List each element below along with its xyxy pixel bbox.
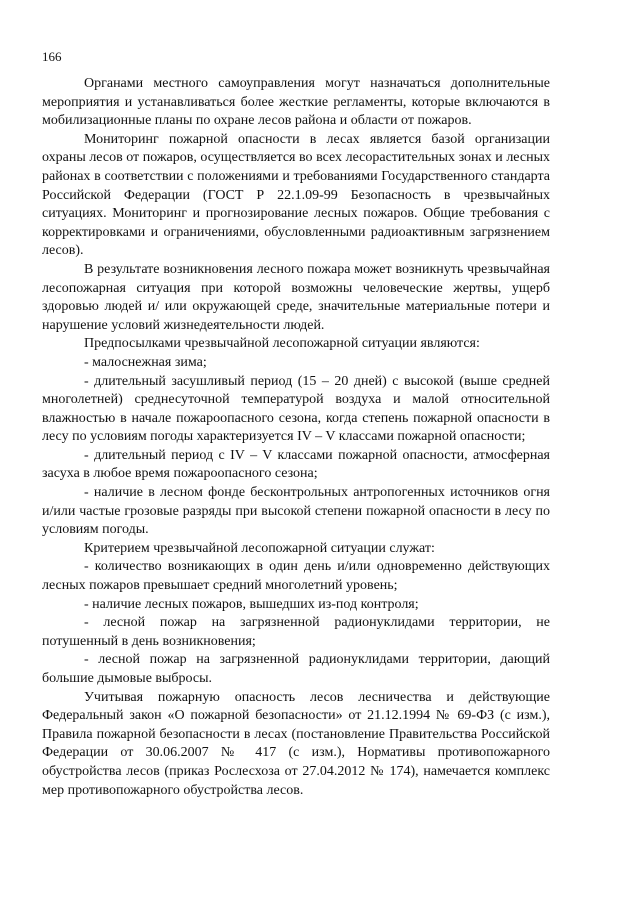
list-item-low-snow-winter: - малоснежная зима; [84, 354, 207, 370]
paragraph-fire-monitoring: Мониторинг пожарной опасности в лесах является базой организации охраны лесов от пожаров, осуществляется во всех лесорастительных зонах и лесных районах в соответствии с положениями и требованиями Государственного стандарта Российской Федерации (ГОСТ Р 22.1.09-99 Безопасность в чрезвычайных ситуациях. Мониторинг и прогнозирование лесных пожаров. Общие требования с корректировками и ограничениями, обусловленными радиоактивным загрязнением лесов). [42, 131, 550, 259]
paragraph-preconditions-heading: Предпосылками чрезвычайной лесопожарной ситуации являются: [84, 336, 480, 352]
page-number: 166 [42, 49, 62, 64]
list-item-long-period-danger: - длительный период с IV – V классами пожарной опасности, атмосферная засуха в любое время пожароопасного сезона; [42, 447, 550, 482]
paragraph-regulations: Учитывая пожарную опасность лесов лесничества и действующие Федеральный закон «О пожарной безопасности» от 21.12.1994 № 69-ФЗ (с изм.), Правила пожарной безопасности в лесах (постановление Правительства Российской Федерации от 30.06.2007 № 417 (с изм.), Нормативы противопожарного обустройства лесов (приказ Рослесхоза от 27.04.2012 № 174), намечается комплекс мер противопожарного обустройства лесов. [42, 689, 550, 798]
paragraph-emergency-situation: В результате возникновения лесного пожара может возникнуть чрезвычайная лесопожарная ситуация при которой возможны человеческие жертвы, ущерб здоровью людей и/ или окружающей среде, значительные материальные потери и нарушение условий жизнедеятельности людей. [42, 261, 550, 333]
list-item-dry-period: - длительный засушливый период (15 – 20 дней) с высокой (выше средней многолетней) среднесуточной температурой воздуха и малой относительной влажностью в начале пожароопасного сезона, когда степень пожарной опасности в лесу по условиям погоды характеризуется IV – V классами пожарной опасности; [42, 373, 550, 445]
paragraph-local-authorities: Органами местного самоуправления могут назначаться дополнительные мероприятия и устанавливаться более жесткие регламенты, которые включаются в мобилизационные планы по охране лесов района и области от пожаров. [42, 76, 550, 129]
list-item-contaminated-not-extinguished: - лесной пожар на загрязненной радионуклидами территории, не потушенный в день возникновения; [42, 615, 550, 649]
list-item-uncontrolled-fires: - наличие лесных пожаров, вышедших из-под контроля; [84, 596, 419, 612]
page-body [42, 75, 550, 800]
list-item-ignition-sources: - наличие в лесном фонде бесконтрольных антропогенных источников огня и/или частые грозовые разряды при высокой степени пожарной опасности в лесу по условиям погоды. [42, 485, 550, 538]
list-item-fire-count: - количество возникающих в один день и/или одновременно действующих лесных пожаров превышает средний многолетний уровень; [42, 559, 550, 594]
paragraph-criteria-heading: Критерием чрезвычайной лесопожарной ситуации служат: [84, 540, 435, 556]
list-item-contaminated-smoke: - лесной пожар на загрязненной радионуклидами территории, дающий большие дымовые выбросы. [42, 652, 550, 686]
